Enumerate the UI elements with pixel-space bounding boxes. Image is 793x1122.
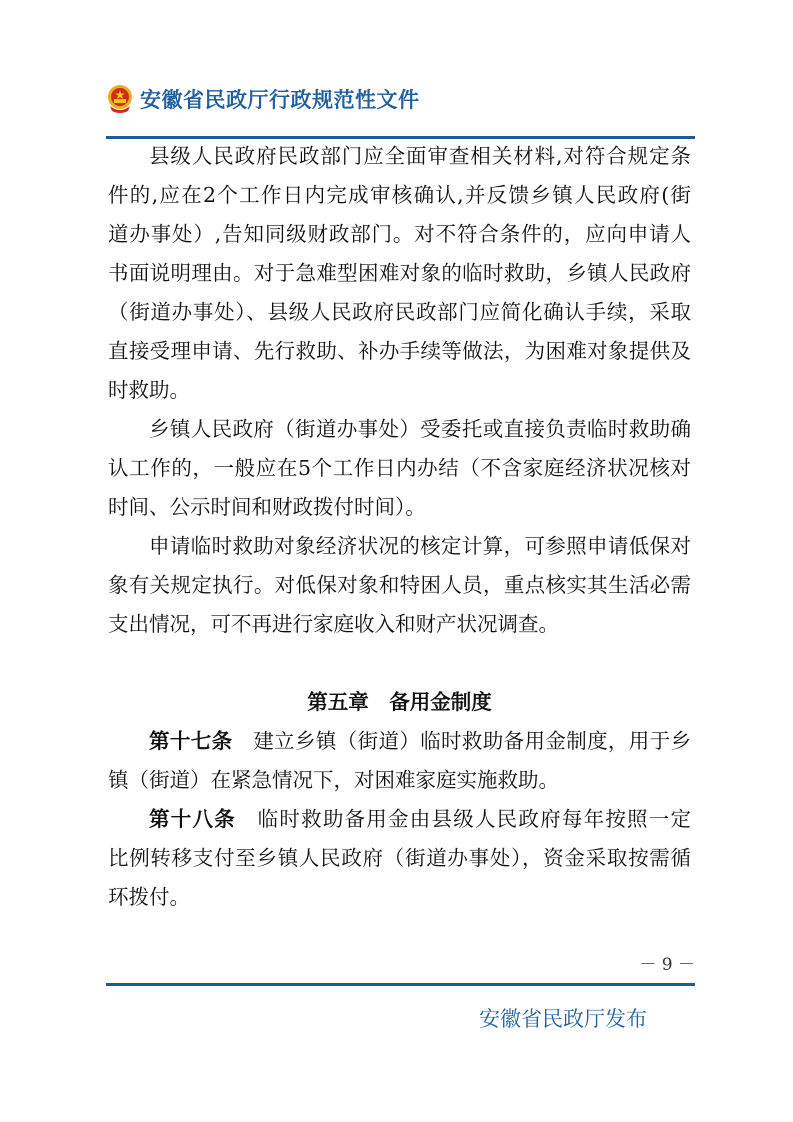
text-line [108, 371, 691, 410]
text-line [108, 137, 691, 176]
text-line [108, 215, 691, 254]
line-text: 建立乡镇（街道）临时救助备用金制度，用于乡 [232, 729, 692, 753]
document-body [108, 137, 691, 917]
text-line [108, 410, 691, 449]
text-line [108, 761, 691, 800]
article-number: 第十七条 [149, 729, 233, 753]
chapter-heading [108, 683, 691, 722]
text-line [108, 839, 691, 878]
line-text: 乡镇人民政府（街道办事处）受委托或直接负责临时救助确 [149, 417, 691, 441]
line-text: 书面说明理由。对于急难型困难对象的临时救助，乡镇人民政府 [108, 261, 691, 285]
line-text: 道办事处）,告知同级财政部门。对不符合条件的，应向申请人 [108, 222, 691, 246]
line-text: 申请临时救助对象经济状况的核定计算，可参照申请低保对 [149, 534, 691, 558]
line-text: （街道办事处）、县级人民政府民政部门应简化确认手续，采取 [108, 300, 691, 324]
text-line [108, 800, 691, 839]
line-text: 支出情况，可不再进行家庭收入和财产状况调查。 [108, 612, 559, 636]
line-text: 件的,应在2个工作日内完成审核确认,并反馈乡镇人民政府(街 [108, 183, 691, 207]
line-text: 时救助。 [108, 378, 190, 402]
line-text: 环拨付。 [108, 885, 190, 909]
document-header [106, 84, 420, 114]
text-line [108, 449, 691, 488]
footer-publisher: 安徽省民政厅发布 [479, 1007, 647, 1031]
line-text: 临时救助备用金由县级人民政府每年按照一定 [235, 807, 692, 831]
text-line [108, 878, 691, 917]
text-line [108, 644, 691, 683]
text-line [108, 293, 691, 332]
line-text: 第五章 备用金制度 [307, 690, 492, 714]
text-line [108, 566, 691, 605]
header-title: 安徽省民政厅行政规范性文件 [140, 88, 420, 112]
line-text: 象有关规定执行。对低保对象和特困人员，重点核实其生活必需 [108, 573, 691, 597]
text-line [108, 254, 691, 293]
line-text: 认工作的，一般应在5个工作日内办结（不含家庭经济状况核对 [108, 456, 691, 480]
line-text: 镇（街道）在紧急情况下，对困难家庭实施救助。 [108, 768, 559, 792]
text-line [108, 722, 691, 761]
article-number: 第十八条 [149, 807, 236, 831]
footer-rule [106, 983, 695, 986]
line-text: 县级人民政府民政部门应全面审查相关材料,对符合规定条 [149, 144, 691, 168]
text-line [108, 176, 691, 215]
text-line [108, 527, 691, 566]
line-text: 直接受理申请、先行救助、补办手续等做法，为困难对象提供及 [108, 339, 691, 363]
text-line [108, 488, 691, 527]
line-text: 比例转移支付至乡镇人民政府（街道办事处），资金采取按需循 [108, 846, 691, 870]
page-number: － 9 － [639, 955, 695, 975]
text-line [108, 332, 691, 371]
line-text: 时间、公示时间和财政拨付时间）。 [108, 495, 426, 519]
national-emblem-icon [106, 84, 134, 114]
text-line [108, 605, 691, 644]
